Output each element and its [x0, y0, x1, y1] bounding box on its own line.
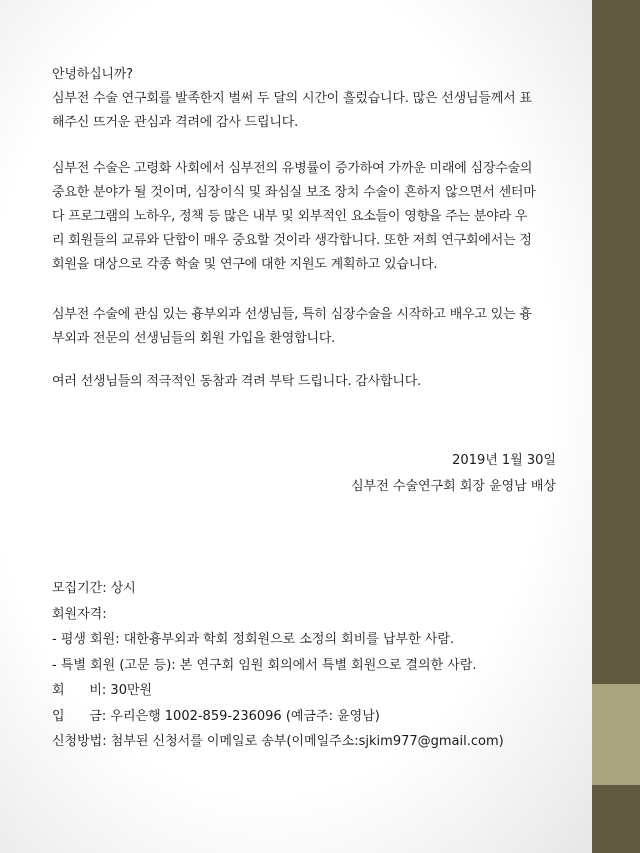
- letter-date: 2019년 1월 30일: [452, 453, 556, 468]
- application-method: 신청방법: 첨부된 신청서를 이메일로 송부(이메일주소:sjkim977@gmail.com): [52, 734, 504, 749]
- paragraph-2-line: 회원을 대상으로 각종 학술 및 연구에 대한 지원도 계획하고 있습니다.: [52, 257, 438, 272]
- deposit-account: 입 금: 우리은행 1002-859-236096 (예금주: 윤영남): [52, 708, 380, 724]
- paragraph-2-line: 리 회원들의 교류와 단합이 매우 중요할 것이라 생각합니다. 또한 저희 연구회에서는 정: [52, 233, 532, 248]
- lifetime-member: - 평생 회원: 대한흉부외과 학회 정회원으로 소정의 회비를 납부한 사람.: [52, 632, 455, 647]
- paragraph-1: [52, 87, 560, 135]
- paragraph-2-line: 심부전 수술은 고령화 사회에서 심부전의 유병률이 증가하여 가까운 미래에 심장수술의: [52, 161, 533, 176]
- paragraph-1-line: 해주신 뜨거운 관심과 격려에 감사 드립니다.: [52, 115, 299, 130]
- paragraph-3: [52, 303, 560, 351]
- paragraph-2: [52, 157, 560, 277]
- paragraph-3-line: 부외과 전문의 선생님들의 회원 가입을 환영합니다.: [52, 331, 336, 346]
- paragraph-4: 여러 선생님들의 적극적인 동참과 격려 부탁 드립니다. 감사합니다.: [52, 374, 422, 389]
- paragraph-3-line: 심부전 수술에 관심 있는 흉부외과 선생님들, 특히 심장수술을 시작하고 배우고 있는 흉: [52, 307, 532, 322]
- greeting: 안녕하십니까?: [52, 67, 133, 82]
- special-member: - 특별 회원 (고문 등): 본 연구회 임원 회의에서 특별 회원으로 결의한 사람.: [52, 657, 477, 673]
- qualification-title: 회원자격:: [52, 606, 107, 622]
- decorative-sidebar-accent: [592, 684, 640, 785]
- paragraph-2-line: 다 프로그램의 노하우, 정책 등 많은 내부 및 외부적인 요소들이 영향을 주는 분야라 우: [52, 209, 528, 224]
- paragraph-2-line: 중요한 분야가 될 것이며, 심장이식 및 좌심실 보조 장치 수술이 흔하지 않으면서 센터마: [52, 185, 536, 200]
- membership-fee: 회 비: 30만원: [52, 683, 153, 698]
- recruitment-period: 모집기간: 상시: [52, 581, 136, 596]
- paragraph-1-line: 심부전 수술 연구회를 발족한지 벌써 두 달의 시간이 흘렀습니다. 많은 선생님들께서 표: [52, 91, 532, 106]
- recruitment-info: [52, 576, 572, 755]
- letter-signature: 심부전 수술연구회 회장 윤영남 배상: [351, 479, 556, 494]
